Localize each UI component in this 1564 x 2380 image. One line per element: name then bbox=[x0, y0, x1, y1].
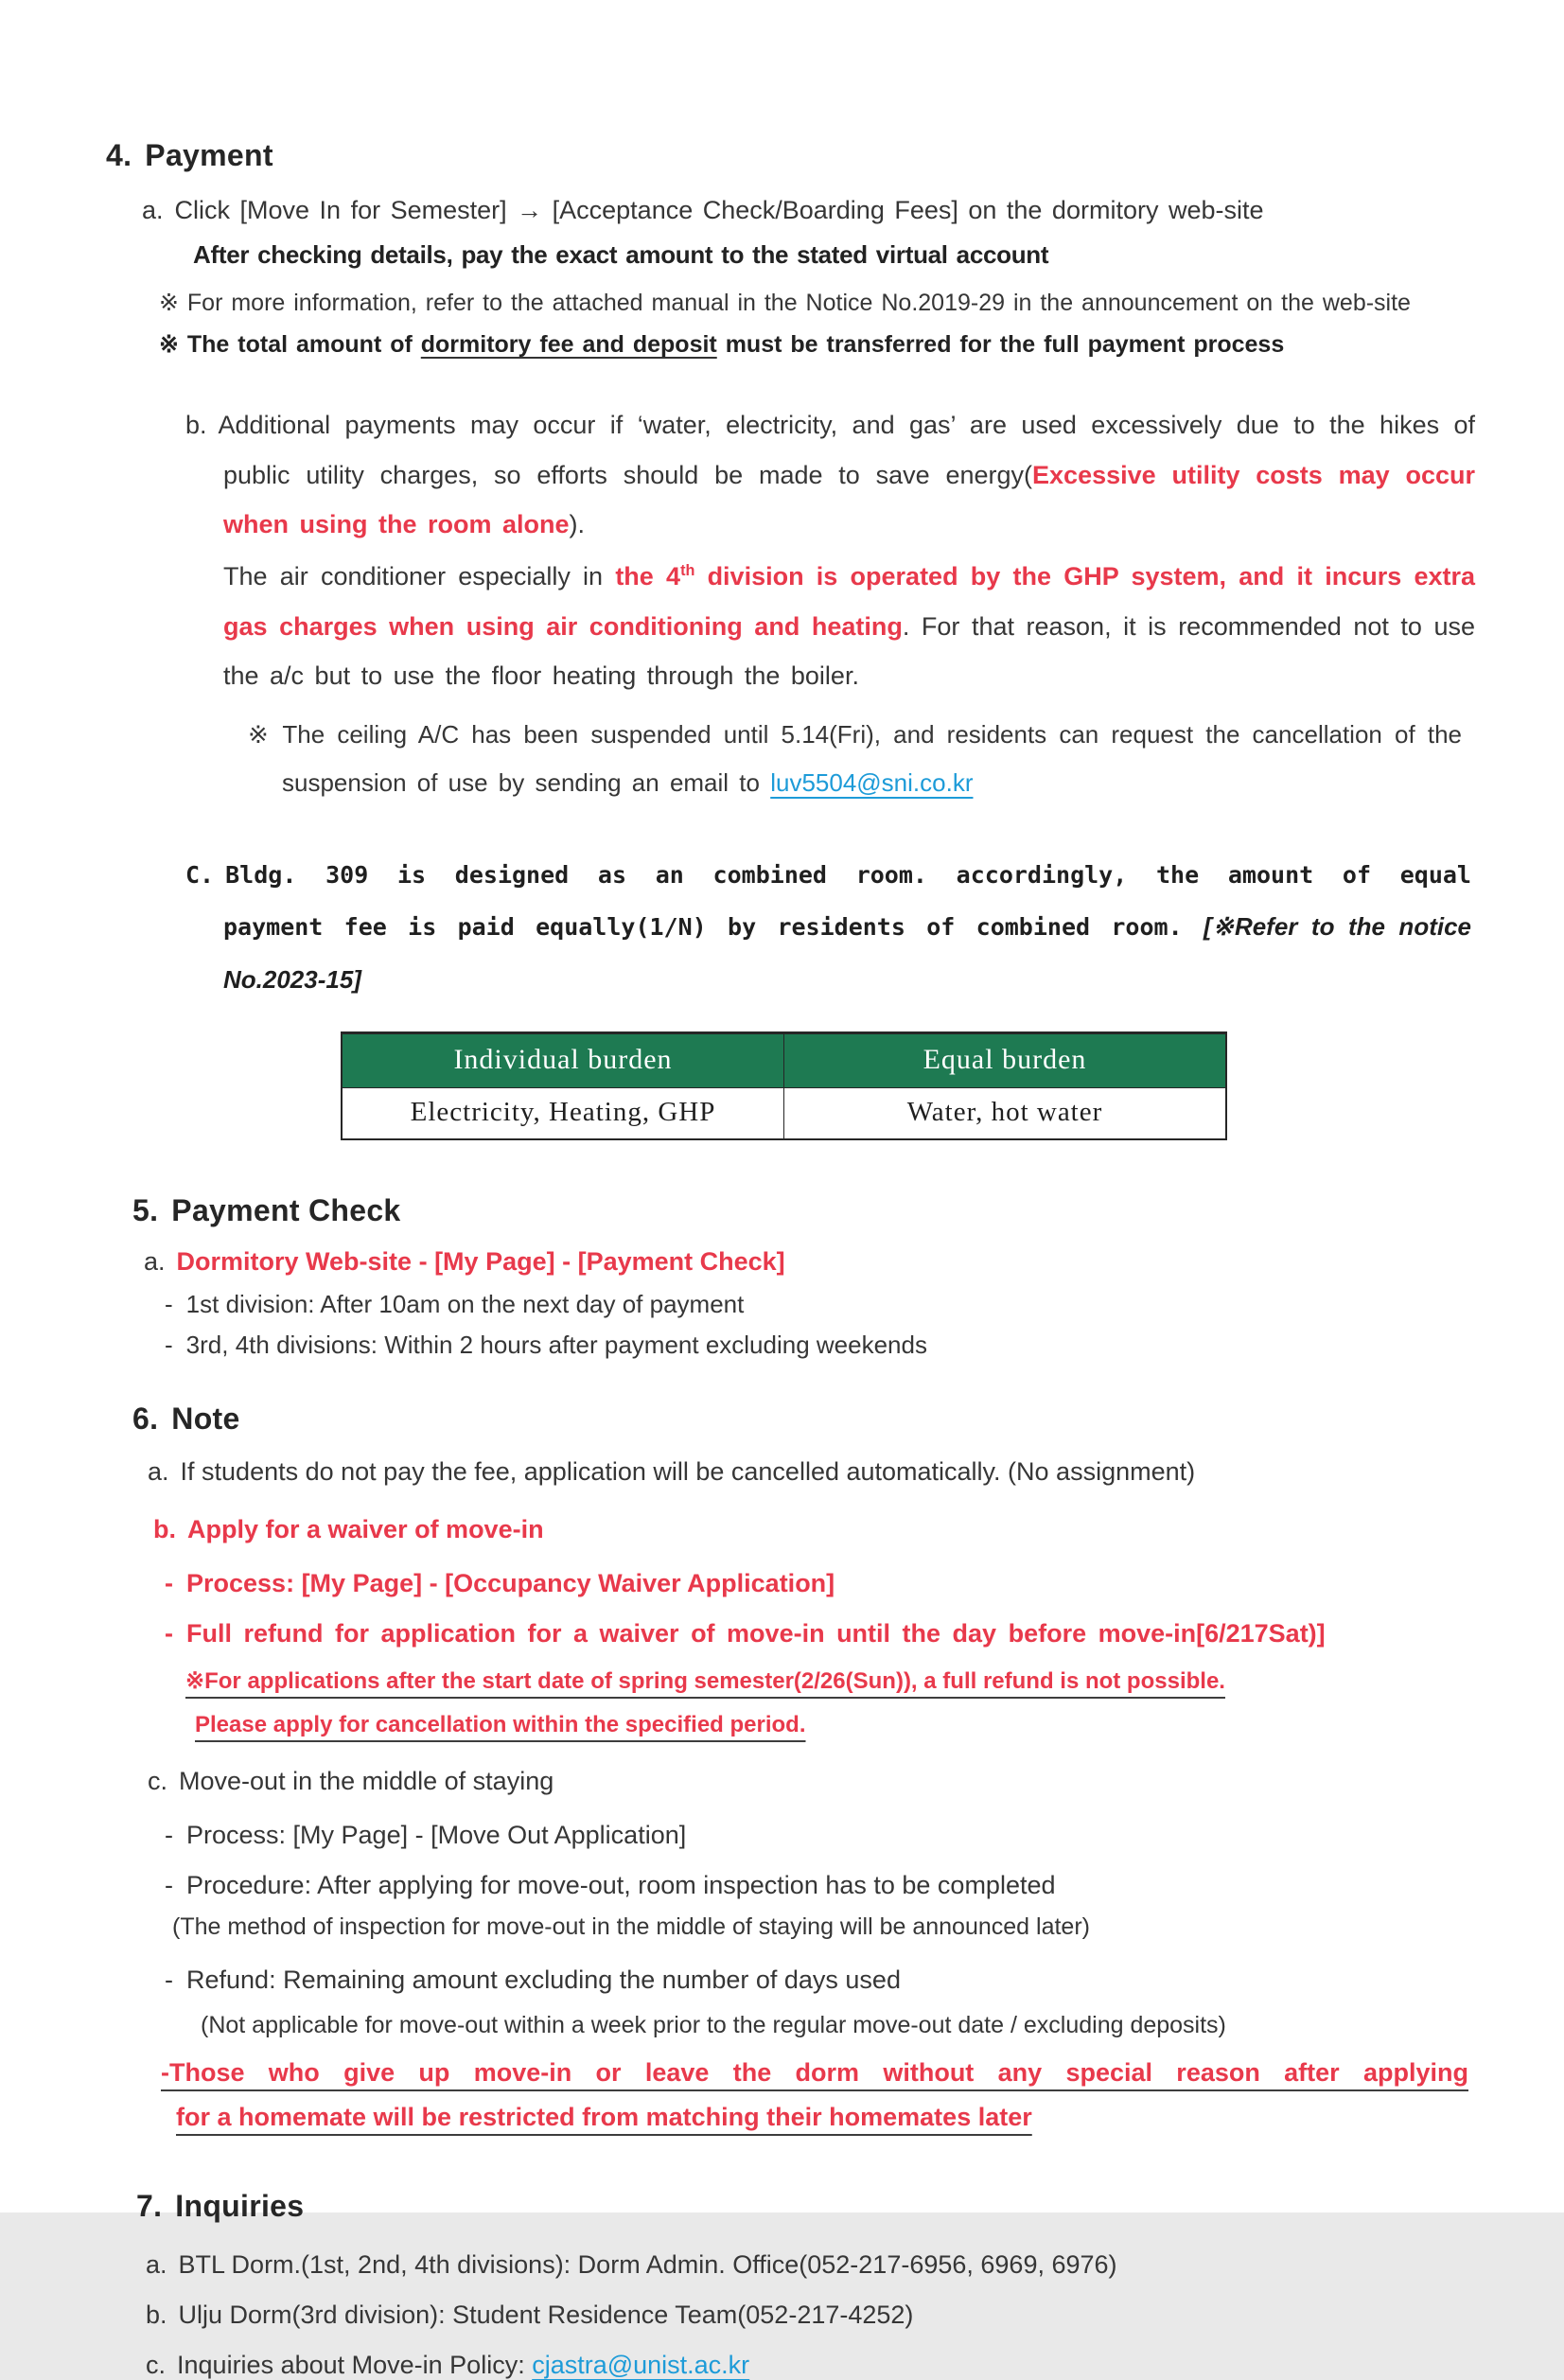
inq-b-text: Ulju Dorm(3rd division): Student Residence Team(052-217-4252) bbox=[178, 2300, 914, 2329]
note-2-prefix: ※ The total amount of bbox=[159, 331, 421, 358]
dash-bullet: - bbox=[165, 1820, 173, 1849]
note-b-warning-1 bbox=[185, 1667, 1481, 1695]
note-2-suffix: must be transferred for the full payment process bbox=[716, 331, 1285, 358]
item-b-marker: b. bbox=[185, 411, 207, 439]
item-c-notice-reference: [※Refer to the notice No.2023-15] bbox=[223, 911, 1471, 994]
pc-item-a-path: Dormitory Web-site - [My Page] - [Payment Check] bbox=[176, 1246, 785, 1276]
note-b-process-text: Process: [My Page] - [Occupancy Waiver Application] bbox=[186, 1568, 835, 1597]
inq-c-text: Inquiries about Move-in Policy: bbox=[177, 2350, 533, 2379]
note-b-warning-1-text: ※For applications after the start date of spring semester(2/26(Sun)), a full refund is not possible. bbox=[185, 1667, 1225, 1694]
pc-division-1-text: 1st division: After 10am on the next day of payment bbox=[185, 1289, 745, 1318]
burden-cell-individual: Electricity, Heating, GHP bbox=[342, 1087, 784, 1139]
item-a-text: Click [Move In for Semester] → [Acceptance Check/Boarding Fees] on the dormitory web-site bbox=[174, 196, 1264, 224]
sni-email-link[interactable]: luv5504@sni.co.kr bbox=[770, 767, 974, 797]
dash-bullet: - bbox=[165, 1568, 173, 1597]
section-6-title: Note bbox=[171, 1401, 240, 1436]
homemate-warning-1-text: -Those who give up move-in or leave the dorm without any special reason after applying bbox=[161, 2057, 1468, 2087]
section-5-number: 5. bbox=[132, 1192, 159, 1227]
note-b-marker: b. bbox=[153, 1514, 176, 1543]
burden-table-header-equal: Equal burden bbox=[784, 1032, 1227, 1087]
note-item-c bbox=[148, 1767, 1481, 1796]
pc-division-34-text: 3rd, 4th divisions: Within 2 hours after payment excluding weekends bbox=[185, 1330, 927, 1359]
burden-table-header-individual: Individual burden bbox=[342, 1032, 784, 1087]
pc-division-1-line bbox=[165, 1290, 1481, 1319]
note-homemate-warning-line-2 bbox=[176, 2103, 1481, 2132]
note-c-process-text: Process: [My Page] - [Move Out Application] bbox=[186, 1820, 687, 1849]
payment-item-a bbox=[142, 196, 1481, 225]
item-b-closing: ). bbox=[569, 510, 586, 539]
note-b-text: Apply for a waiver of move-in bbox=[187, 1514, 544, 1543]
section-7-number: 7. bbox=[136, 2188, 163, 2223]
payment-ceiling-ac-note bbox=[106, 711, 1462, 806]
payment-item-c-paragraph bbox=[106, 850, 1471, 1007]
note-b-process-line bbox=[165, 1569, 1481, 1598]
section-4-title: Payment bbox=[145, 138, 273, 172]
note-a-text: If students do not pay the fee, application will be cancelled automatically. (No assignment) bbox=[180, 1456, 1196, 1486]
item-a-marker: a. bbox=[142, 196, 164, 224]
payment-item-b-paragraph-1 bbox=[106, 400, 1475, 550]
ac-red-superscript: th bbox=[680, 561, 695, 579]
section-5-heading bbox=[132, 1193, 1481, 1228]
dash-bullet: - bbox=[165, 1289, 173, 1318]
note-c-refund-text: Refund: Remaining amount excluding the number of days used bbox=[186, 1965, 901, 1994]
section-4-heading bbox=[106, 138, 1481, 173]
note-c-refund-line bbox=[165, 1966, 1481, 1995]
note-c-refund-note: (Not applicable for move-out within a week prior to the regular move-out date / excluding deposits) bbox=[201, 2011, 1226, 2038]
note-homemate-warning-line-1 bbox=[161, 2058, 1468, 2088]
payment-check-item-a bbox=[144, 1247, 1481, 1277]
homemate-warning-2-text: for a homemate will be restricted from matching their homemates later bbox=[176, 2102, 1032, 2131]
inq-a-marker: a. bbox=[146, 2249, 167, 2279]
section-6-number: 6. bbox=[132, 1401, 159, 1436]
payment-note-1: ※ For more information, refer to the attached manual in the Notice No.2019-29 in the announcement on the web-site bbox=[159, 290, 1411, 316]
payment-item-b-paragraph-2 bbox=[106, 552, 1475, 701]
item-b-red-warning: Excessive utility costs may occur when using the room alone bbox=[223, 460, 1475, 539]
dash-bullet: - bbox=[165, 1965, 173, 1994]
inq-a-text: BTL Dorm.(1st, 2nd, 4th divisions): Dorm Admin. Office(052-217-6956, 6969, 6976) bbox=[178, 2249, 1117, 2279]
note-2-underlined-phrase: dormitory fee and deposit bbox=[420, 331, 717, 358]
inq-b-marker: b. bbox=[146, 2300, 167, 2329]
section-6-heading bbox=[132, 1402, 1481, 1437]
burden-table bbox=[341, 1031, 1227, 1140]
ac-red-pre: the 4 bbox=[615, 561, 681, 591]
item-b-text: Additional payments may occur if ‘water, electricity, and gas’ are used excessively due to the hikes of public utility charges, so efforts should be made to save energy( bbox=[218, 411, 1475, 489]
ceiling-ac-text: ※ The ceiling A/C has been suspended until 5.14(Fri), and residents can request the cancellation of the suspension of use by sending an email to bbox=[248, 719, 1462, 797]
ac-text-prefix: The air conditioner especially in bbox=[223, 561, 616, 591]
payment-bold-instruction: After checking details, pay the exact amount to the stated virtual account bbox=[193, 240, 1049, 269]
section-7-heading bbox=[136, 2189, 1481, 2224]
item-c-marker: C. bbox=[185, 861, 215, 890]
burden-table-data-row bbox=[342, 1087, 1226, 1139]
inquiries-item-a bbox=[146, 2250, 1481, 2280]
dash-bullet: - bbox=[165, 1618, 173, 1648]
note-b-refund-line bbox=[165, 1619, 1481, 1648]
note-item-b bbox=[153, 1515, 1481, 1544]
ac-red-post: division is operated by the GHP system, and it incurs extra gas charges when using air conditioning and heating bbox=[223, 561, 1475, 641]
section-4-number: 4. bbox=[106, 138, 132, 172]
note-c-marker: c. bbox=[148, 1766, 168, 1795]
burden-cell-equal: Water, hot water bbox=[784, 1087, 1227, 1139]
dash-bullet: - bbox=[165, 1330, 173, 1359]
payment-note-2 bbox=[159, 330, 1481, 359]
pc-division-34-line bbox=[165, 1331, 1481, 1360]
inquiries-item-c bbox=[146, 2351, 1481, 2380]
unist-email-link[interactable]: cjastra@unist.ac.kr bbox=[532, 2350, 750, 2379]
inquiries-item-b bbox=[146, 2301, 1481, 2330]
dash-bullet: - bbox=[165, 1870, 173, 1899]
inq-c-marker: c. bbox=[146, 2350, 167, 2379]
pc-item-a-marker: a. bbox=[144, 1246, 166, 1276]
item-c-text: Bldg. 309 is designed as an combined room. accordingly, the amount of equal payment fee is paid equally(1/N) by residents of combined room. bbox=[223, 861, 1471, 941]
section-5-title: Payment Check bbox=[171, 1192, 401, 1227]
note-c-inspection-note: (The method of inspection for move-out in the middle of staying will be announced later) bbox=[172, 1913, 1090, 1940]
ac-text-suffix: . For that reason, it is recommended not to use the a/c but to use the floor heating through the boiler. bbox=[223, 611, 1475, 691]
note-item-a bbox=[148, 1457, 1481, 1487]
note-b-warning-2 bbox=[195, 1712, 1481, 1738]
note-b-refund-text: Full refund for application for a waiver of move-in until the day before move-in[6/217Sat)] bbox=[186, 1618, 1326, 1648]
note-c-process-line bbox=[165, 1821, 1481, 1850]
burden-table-header-row bbox=[342, 1032, 1226, 1087]
note-c-text: Move-out in the middle of staying bbox=[179, 1766, 554, 1795]
note-c-procedure-text: Procedure: After applying for move-out, room inspection has to be completed bbox=[186, 1870, 1056, 1899]
section-7-title: Inquiries bbox=[175, 2188, 305, 2223]
note-c-procedure-line bbox=[165, 1871, 1481, 1900]
note-b-warning-2-text: Please apply for cancellation within the specified period. bbox=[195, 1711, 806, 1737]
note-a-marker: a. bbox=[148, 1456, 169, 1486]
